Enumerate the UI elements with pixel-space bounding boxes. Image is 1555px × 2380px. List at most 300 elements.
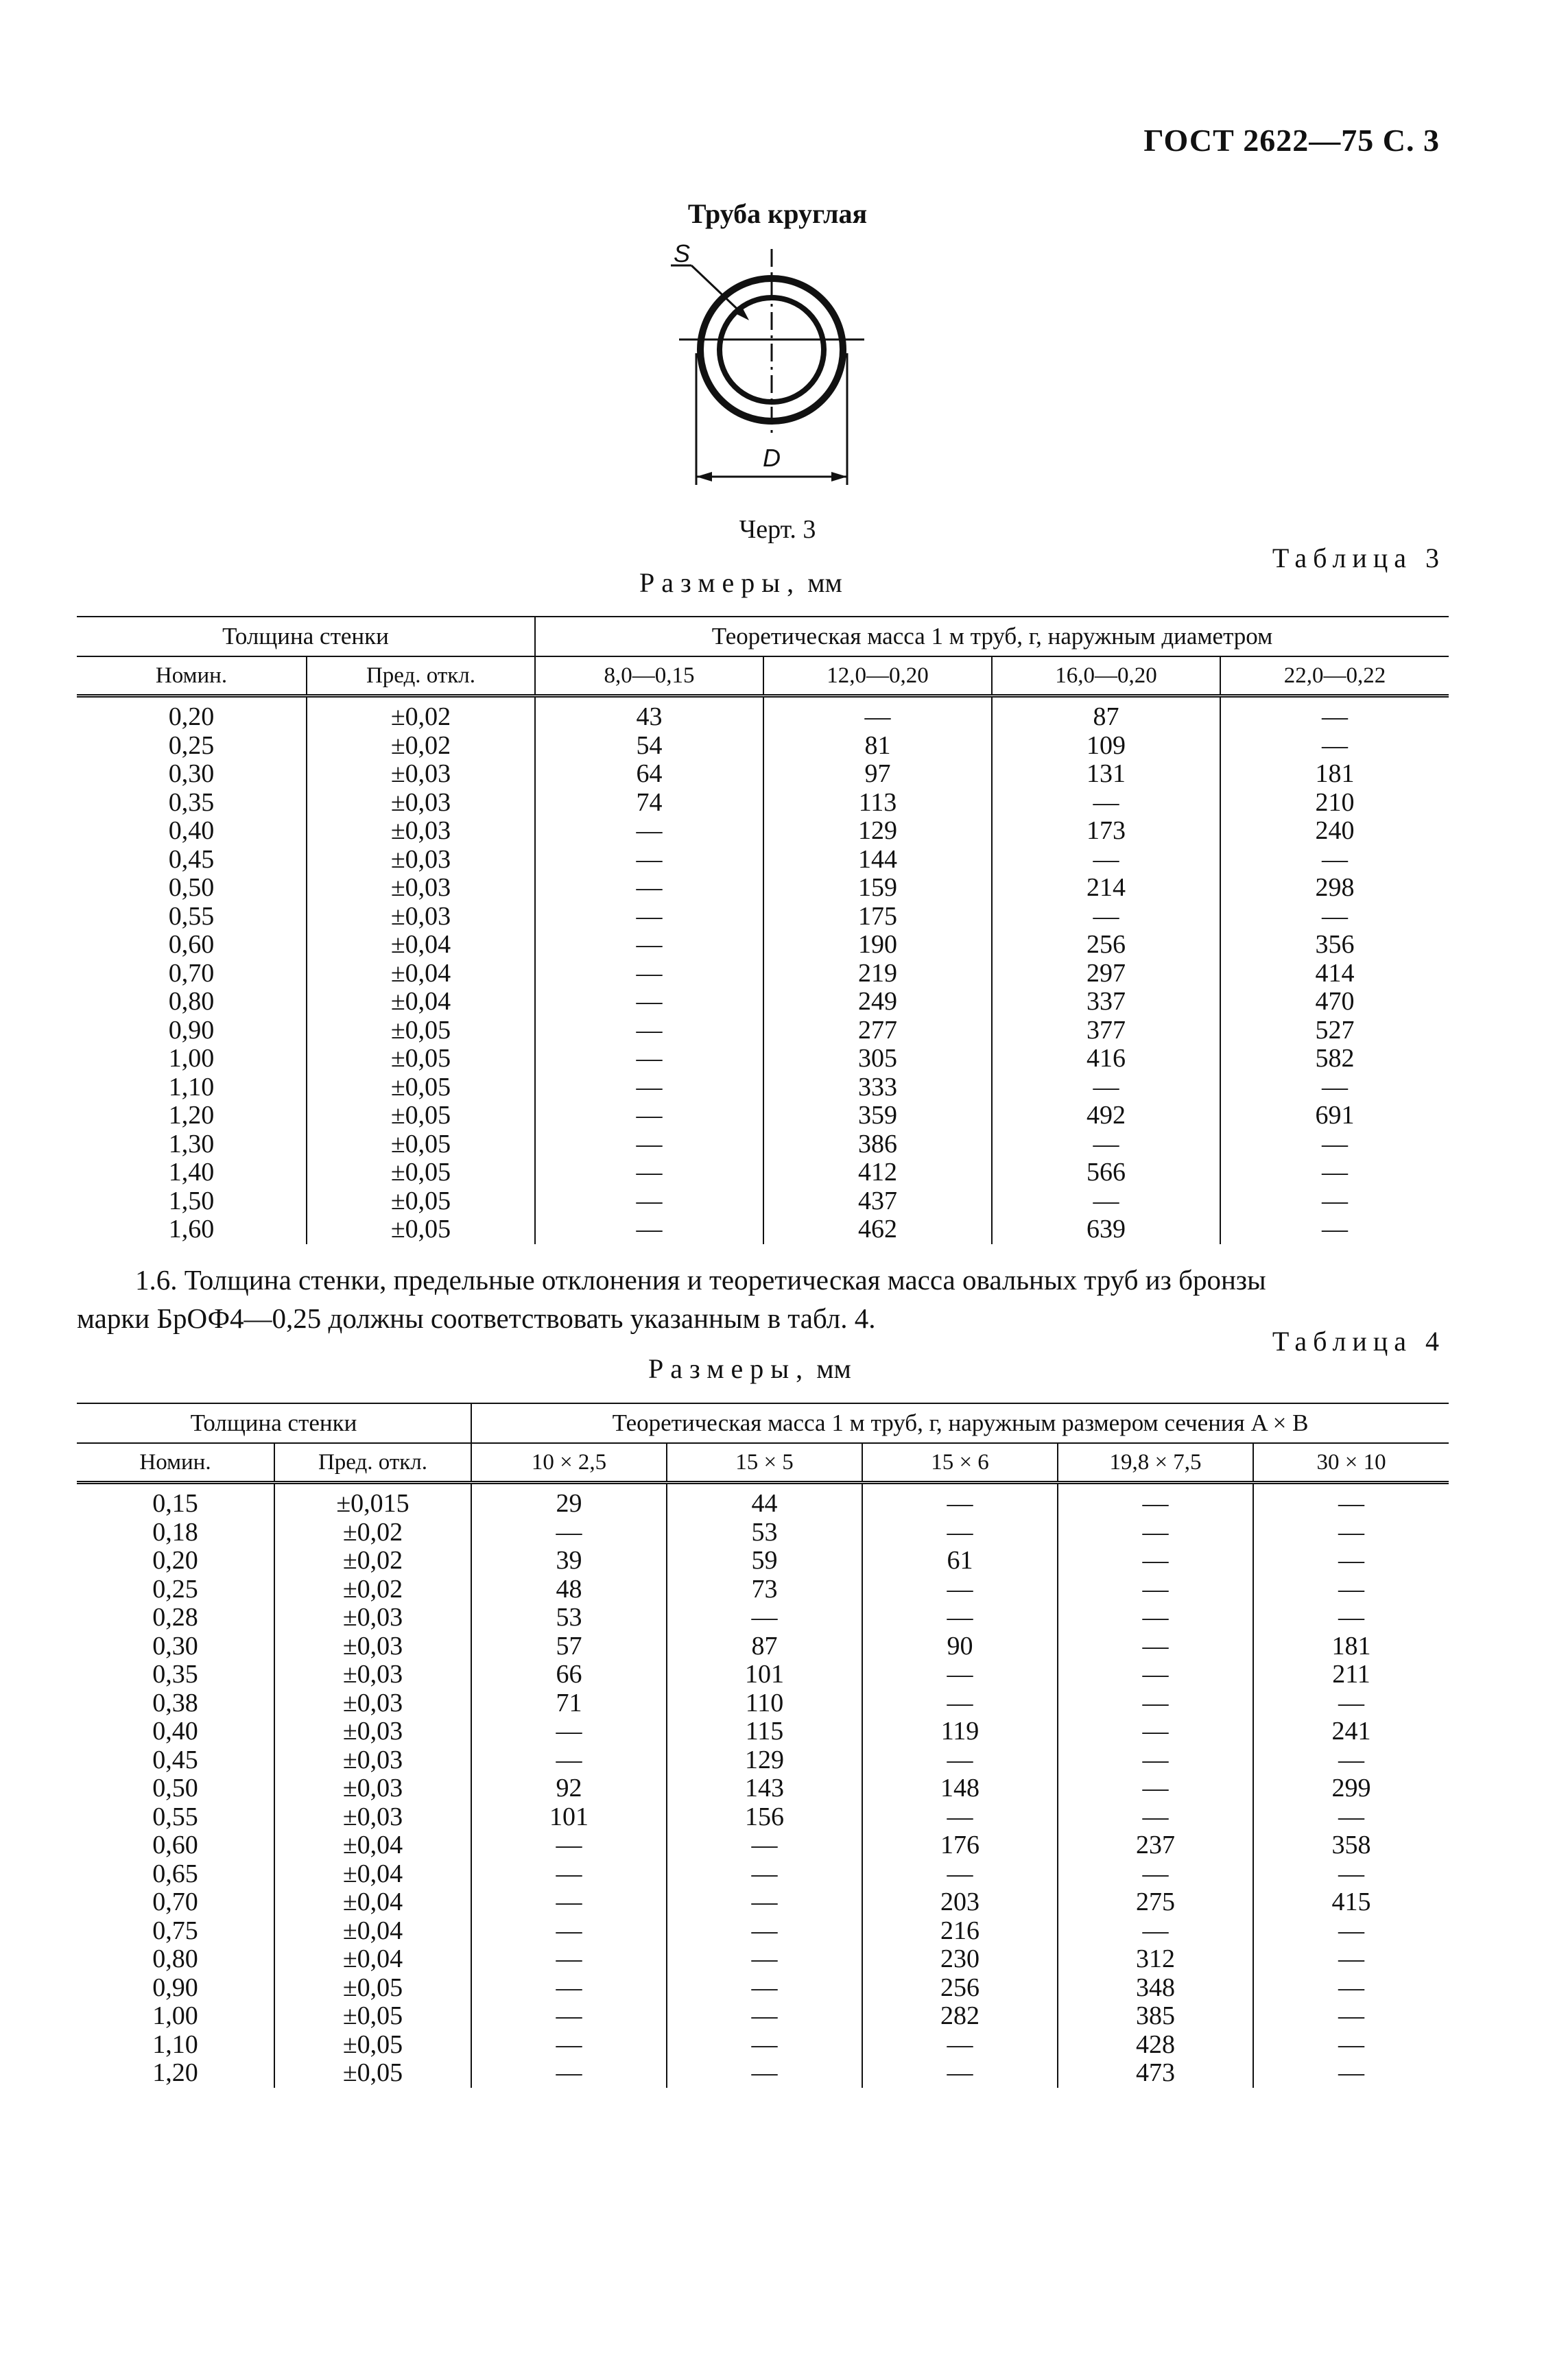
table-cell: 129 <box>763 817 992 846</box>
table-cell: — <box>535 1102 763 1130</box>
table-cell: 1,10 <box>168 1072 215 1102</box>
table-cell: — <box>471 1917 667 1946</box>
table-cell: 566 <box>992 1158 1220 1187</box>
table-row <box>77 2031 1449 2060</box>
table-cell: — <box>471 2059 667 2088</box>
table-cell: 1,00 <box>152 2001 198 2031</box>
table-cell: 240 <box>1220 817 1449 846</box>
table-row <box>77 1102 1449 1130</box>
table-cell: 131 <box>992 760 1220 789</box>
table-cell: — <box>471 1831 667 1860</box>
table-cell: 110 <box>667 1689 862 1718</box>
table4-col-10x2-5: 10 × 2,5 <box>471 1443 667 1483</box>
table-cell: 48 <box>471 1575 667 1604</box>
table-cell: — <box>471 1746 667 1775</box>
table-cell: ±0,05 <box>307 1130 535 1159</box>
table-cell: 0,30 <box>168 759 215 789</box>
table-cell: 74 <box>535 789 763 818</box>
table3-group-right: Теоретическая масса 1 м труб, г, наружным диаметром <box>535 617 1449 656</box>
table-cell: 0,60 <box>152 1831 198 1860</box>
table-cell: — <box>667 1945 862 1974</box>
table-row <box>77 1774 1449 1803</box>
table-cell: 101 <box>471 1803 667 1832</box>
table-cell: 305 <box>763 1045 992 1073</box>
table-cell: ±0,05 <box>274 2031 471 2060</box>
dimension-arrow-right <box>831 472 847 481</box>
table4-col-tolerance: Пред. откл. <box>274 1443 471 1483</box>
table-cell: — <box>1058 1917 1253 1946</box>
table-row <box>77 960 1449 988</box>
table-cell: ±0,04 <box>274 1917 471 1946</box>
table-cell: 54 <box>535 732 763 761</box>
table-cell: 0,90 <box>168 1015 215 1045</box>
table-cell: — <box>1253 2002 1449 2031</box>
table-cell: ±0,02 <box>307 696 535 732</box>
table4-label: Таблица 4 <box>1272 1326 1445 1357</box>
table-cell: ±0,03 <box>307 903 535 931</box>
table-cell: 61 <box>862 1547 1058 1575</box>
table-cell: — <box>1253 1974 1449 2003</box>
table-cell: ±0,03 <box>307 817 535 846</box>
table-cell: — <box>471 2031 667 2060</box>
table3-col-tolerance: Пред. откл. <box>307 656 535 696</box>
table-cell: — <box>1253 2059 1449 2088</box>
table-row <box>77 1483 1449 1519</box>
table-cell: 0,35 <box>152 1660 198 1689</box>
table-cell: 92 <box>471 1774 667 1803</box>
table-cell: ±0,05 <box>307 1073 535 1102</box>
table-cell: ±0,05 <box>307 1158 535 1187</box>
table-row <box>77 988 1449 1016</box>
table-cell: 44 <box>667 1483 862 1519</box>
table-cell: 214 <box>992 874 1220 903</box>
table-cell: — <box>862 2059 1058 2088</box>
label-s: S <box>674 239 691 267</box>
table-cell: ±0,015 <box>274 1483 471 1519</box>
table-cell: 241 <box>1253 1717 1449 1746</box>
table-cell: ±0,04 <box>307 988 535 1016</box>
table-cell: 237 <box>1058 1831 1253 1860</box>
table-cell: — <box>1253 1917 1449 1946</box>
table-cell: 87 <box>667 1632 862 1661</box>
table-cell: 359 <box>763 1102 992 1130</box>
table-cell: 437 <box>763 1187 992 1216</box>
table3-col-d8: 8,0—0,15 <box>535 656 763 696</box>
table-cell: 582 <box>1220 1045 1449 1073</box>
table-cell: — <box>862 1483 1058 1519</box>
table-cell: — <box>535 960 763 988</box>
table-cell: 0,45 <box>152 1745 198 1774</box>
table4 <box>77 1403 1449 2088</box>
table-cell: — <box>992 1130 1220 1159</box>
table-cell: ±0,02 <box>307 732 535 761</box>
table-cell: ±0,05 <box>307 1102 535 1130</box>
table-cell: — <box>1058 1604 1253 1632</box>
table-cell: — <box>1058 1632 1253 1661</box>
table-cell: — <box>1058 1547 1253 1575</box>
table-row <box>77 1717 1449 1746</box>
table-cell: 527 <box>1220 1016 1449 1045</box>
table-cell: 0,15 <box>152 1489 198 1519</box>
table-cell: — <box>667 1917 862 1946</box>
table-cell: ±0,04 <box>307 960 535 988</box>
table-cell: 39 <box>471 1547 667 1575</box>
figure-caption: Черт. 3 <box>739 515 816 544</box>
table4-col-19-8x7-5: 19,8 × 7,5 <box>1058 1443 1253 1483</box>
table-row <box>77 1016 1449 1045</box>
table-cell: 0,65 <box>152 1859 198 1888</box>
table4-units-word: Размеры, <box>648 1353 810 1384</box>
table4-group-right: Теоретическая масса 1 м труб, г, наружным размером сечения A × B <box>471 1403 1449 1443</box>
table-cell: — <box>471 2002 667 2031</box>
table-cell: — <box>471 1860 667 1889</box>
table-cell: ±0,05 <box>274 2059 471 2088</box>
table-cell: 0,35 <box>168 787 215 817</box>
table-cell: — <box>1253 1575 1449 1604</box>
table-cell: 1,00 <box>168 1044 215 1073</box>
table3-units <box>639 567 842 599</box>
table-row <box>77 874 1449 903</box>
table-cell: — <box>471 1945 667 1974</box>
table-row <box>77 1974 1449 2003</box>
table-cell: ±0,05 <box>307 1215 535 1244</box>
table-cell: — <box>535 988 763 1016</box>
table-cell: 59 <box>667 1547 862 1575</box>
table4-col-15x6: 15 × 6 <box>862 1443 1058 1483</box>
table-cell: — <box>1253 1746 1449 1775</box>
table-cell: — <box>471 1974 667 2003</box>
dimension-arrow-left <box>696 472 712 481</box>
table-cell: — <box>862 2031 1058 2060</box>
table-cell: 0,55 <box>168 901 215 931</box>
table-cell: 0,70 <box>168 958 215 988</box>
table-row <box>77 1803 1449 1832</box>
table3-label: Таблица 3 <box>1272 543 1445 573</box>
table-cell: 0,25 <box>168 730 215 760</box>
table-cell: 0,18 <box>152 1517 198 1547</box>
table-cell: ±0,05 <box>274 2002 471 2031</box>
table-row <box>77 846 1449 874</box>
table-cell: ±0,02 <box>274 1547 471 1575</box>
table-cell: 299 <box>1253 1774 1449 1803</box>
table-cell: — <box>471 1717 667 1746</box>
table-cell: 1,60 <box>168 1215 215 1244</box>
table-cell: 90 <box>862 1632 1058 1661</box>
table-cell: 385 <box>1058 2002 1253 2031</box>
table-cell: 29 <box>471 1483 667 1519</box>
table-cell: 0,28 <box>152 1603 198 1632</box>
table-cell: — <box>1058 1803 1253 1832</box>
table-cell: — <box>667 1974 862 2003</box>
table-cell: — <box>1220 1215 1449 1244</box>
table-row <box>77 1689 1449 1718</box>
table-cell: 337 <box>992 988 1220 1016</box>
table-row <box>77 1604 1449 1632</box>
table-cell: — <box>535 1045 763 1073</box>
table-cell: ±0,02 <box>274 1519 471 1547</box>
table3-col-d16: 16,0—0,20 <box>992 656 1220 696</box>
table-cell: — <box>862 1689 1058 1718</box>
table-cell: 414 <box>1220 960 1449 988</box>
table4-body <box>77 1483 1449 2088</box>
table-cell: 428 <box>1058 2031 1253 2060</box>
table-row <box>77 760 1449 789</box>
table-cell: 0,75 <box>152 1916 198 1945</box>
table-cell: 415 <box>1253 1888 1449 1917</box>
label-d: D <box>763 444 781 472</box>
table-cell: 129 <box>667 1746 862 1775</box>
table-cell: — <box>862 1604 1058 1632</box>
table-cell: — <box>862 1575 1058 1604</box>
table-cell: 43 <box>535 696 763 732</box>
table-row <box>77 696 1449 732</box>
table4-units <box>648 1353 851 1385</box>
table-cell: ±0,04 <box>274 1945 471 1974</box>
table-cell: 210 <box>1220 789 1449 818</box>
table-cell: 0,40 <box>152 1717 198 1746</box>
table-cell: — <box>1220 696 1449 732</box>
table-cell: 639 <box>992 1215 1220 1244</box>
table-cell: 87 <box>992 696 1220 732</box>
table-cell: 101 <box>667 1661 862 1689</box>
table-cell: — <box>1058 1519 1253 1547</box>
table-cell: 416 <box>992 1045 1220 1073</box>
table-cell: — <box>1253 1945 1449 1974</box>
table-cell: 0,55 <box>152 1802 198 1831</box>
table-cell: 53 <box>471 1604 667 1632</box>
table4-col-nominal: Номин. <box>77 1443 274 1483</box>
table-cell: 492 <box>992 1102 1220 1130</box>
table-cell: 181 <box>1220 760 1449 789</box>
table-cell: ±0,03 <box>307 846 535 874</box>
table-cell: 190 <box>763 931 992 960</box>
table-row <box>77 1130 1449 1159</box>
table-cell: — <box>1253 1860 1449 1889</box>
table-cell: — <box>1058 1689 1253 1718</box>
table-cell: 0,80 <box>152 1944 198 1974</box>
table3-units-word: Размеры, <box>639 567 801 598</box>
table-cell: — <box>535 1215 763 1244</box>
table4-col-15x5: 15 × 5 <box>667 1443 862 1483</box>
table-cell: ±0,03 <box>307 874 535 903</box>
table-cell: — <box>992 1187 1220 1216</box>
table-row <box>77 1073 1449 1102</box>
table-cell: — <box>535 846 763 874</box>
table-cell: — <box>535 817 763 846</box>
table-cell: ±0,05 <box>307 1016 535 1045</box>
table-row <box>77 1158 1449 1187</box>
table-cell: 0,90 <box>152 1973 198 2002</box>
table-cell: ±0,05 <box>307 1045 535 1073</box>
table-cell: 256 <box>992 931 1220 960</box>
table-cell: 0,60 <box>168 930 215 960</box>
table-cell: ±0,03 <box>274 1632 471 1661</box>
table-cell: 156 <box>667 1803 862 1832</box>
round-tube-drawing <box>658 237 885 497</box>
table4-col-30x10: 30 × 10 <box>1253 1443 1449 1483</box>
table-cell: — <box>535 1187 763 1216</box>
table-cell: 175 <box>763 903 992 931</box>
table-cell: 312 <box>1058 1945 1253 1974</box>
table-cell: 144 <box>763 846 992 874</box>
table-cell: 691 <box>1220 1102 1449 1130</box>
table-row <box>77 2002 1449 2031</box>
table-cell: — <box>992 903 1220 931</box>
table3 <box>77 616 1449 1244</box>
table-cell: ±0,03 <box>274 1717 471 1746</box>
table-row <box>77 1519 1449 1547</box>
table-cell: — <box>763 696 992 732</box>
figure-title: Труба круглая <box>687 198 868 229</box>
paragraph-line-1: 1.6. Толщина стенки, предельные отклонения и теоретическая масса овальных труб из бронзы <box>135 1264 1266 1296</box>
table-row <box>77 817 1449 846</box>
table-cell: — <box>471 1519 667 1547</box>
table-cell: ±0,02 <box>274 1575 471 1604</box>
table-cell: — <box>535 874 763 903</box>
table-cell: — <box>1058 1575 1253 1604</box>
table-cell: — <box>667 1860 862 1889</box>
table-row <box>77 732 1449 761</box>
table-cell: 53 <box>667 1519 862 1547</box>
table-cell: ±0,03 <box>307 789 535 818</box>
table-cell: 203 <box>862 1888 1058 1917</box>
table-cell: — <box>1058 1661 1253 1689</box>
table-cell: — <box>667 1888 862 1917</box>
table-cell: 1,40 <box>168 1158 215 1187</box>
table-cell: 176 <box>862 1831 1058 1860</box>
table-cell: — <box>862 1519 1058 1547</box>
table-cell: 66 <box>471 1661 667 1689</box>
table-cell: ±0,05 <box>274 1974 471 2003</box>
table-cell: — <box>1253 2031 1449 2060</box>
table-cell: — <box>862 1860 1058 1889</box>
table-cell: 0,50 <box>168 873 215 903</box>
table3-body <box>77 696 1449 1244</box>
table-row <box>77 903 1449 931</box>
table-cell: 0,20 <box>168 702 215 732</box>
table-cell: 211 <box>1253 1661 1449 1689</box>
table-cell: 81 <box>763 732 992 761</box>
table-cell: 277 <box>763 1016 992 1045</box>
table3-group-left: Толщина стенки <box>77 617 535 656</box>
table-cell: ±0,03 <box>274 1774 471 1803</box>
table-cell: 348 <box>1058 1974 1253 2003</box>
table-row <box>77 1215 1449 1244</box>
table-cell: — <box>1253 1483 1449 1519</box>
table-cell: — <box>992 846 1220 874</box>
table-cell: — <box>862 1803 1058 1832</box>
table-cell: 358 <box>1253 1831 1449 1860</box>
table-cell: — <box>1058 1774 1253 1803</box>
table-cell: 356 <box>1220 931 1449 960</box>
table-cell: 0,40 <box>168 816 215 846</box>
table-row <box>77 1746 1449 1775</box>
table-cell: 462 <box>763 1215 992 1244</box>
table-cell: 470 <box>1220 988 1449 1016</box>
table-cell: — <box>667 2031 862 2060</box>
table-cell: 386 <box>763 1130 992 1159</box>
table-cell: 256 <box>862 1974 1058 2003</box>
table-row <box>77 2059 1449 2088</box>
table4-group-left: Толщина стенки <box>77 1403 471 1443</box>
table-cell: — <box>862 1661 1058 1689</box>
table-cell: 0,50 <box>152 1774 198 1803</box>
table-cell: — <box>535 1158 763 1187</box>
table-cell: — <box>1253 1803 1449 1832</box>
table-cell: — <box>1220 1130 1449 1159</box>
table-cell: 249 <box>763 988 992 1016</box>
page-header: ГОСТ 2622—75 С. 3 <box>1143 123 1440 158</box>
table-cell: 282 <box>862 2002 1058 2031</box>
table-row <box>77 1547 1449 1575</box>
table-cell: ±0,05 <box>307 1187 535 1216</box>
table-cell: 298 <box>1220 874 1449 903</box>
table-row <box>77 1917 1449 1946</box>
table-cell: ±0,03 <box>274 1604 471 1632</box>
table-cell: ±0,04 <box>274 1888 471 1917</box>
table-cell: 71 <box>471 1689 667 1718</box>
table-cell: — <box>1220 1073 1449 1102</box>
table-cell: — <box>1253 1604 1449 1632</box>
table-cell: 148 <box>862 1774 1058 1803</box>
table-row <box>77 1888 1449 1917</box>
table-cell: — <box>1058 1746 1253 1775</box>
table-cell: — <box>1253 1519 1449 1547</box>
table-cell: 297 <box>992 960 1220 988</box>
table-cell: — <box>535 1130 763 1159</box>
table-cell: 119 <box>862 1717 1058 1746</box>
table-cell: 0,25 <box>152 1574 198 1604</box>
table4-units-unit: мм <box>816 1353 851 1384</box>
table-cell: 0,30 <box>152 1631 198 1661</box>
table-cell: 412 <box>763 1158 992 1187</box>
table-cell: 0,20 <box>152 1546 198 1575</box>
table-cell: ±0,03 <box>307 760 535 789</box>
table-cell: — <box>1058 1860 1253 1889</box>
table-cell: 230 <box>862 1945 1058 1974</box>
table-row <box>77 1187 1449 1216</box>
table3-units-unit: мм <box>807 567 842 598</box>
table-cell: 377 <box>992 1016 1220 1045</box>
table-cell: 173 <box>992 817 1220 846</box>
table-cell: 181 <box>1253 1632 1449 1661</box>
table-cell: 64 <box>535 760 763 789</box>
table-row <box>77 1632 1449 1661</box>
table-cell: — <box>1220 903 1449 931</box>
table-cell: — <box>1058 1483 1253 1519</box>
table-cell: — <box>535 903 763 931</box>
table-cell: — <box>992 789 1220 818</box>
table-cell: 1,30 <box>168 1129 215 1158</box>
table-cell: 1,50 <box>168 1186 215 1215</box>
table-cell: 1,20 <box>168 1101 215 1130</box>
table-cell: 115 <box>667 1717 862 1746</box>
table-cell: 57 <box>471 1632 667 1661</box>
table-cell: ±0,03 <box>274 1689 471 1718</box>
table-cell: 109 <box>992 732 1220 761</box>
table-row <box>77 1860 1449 1889</box>
table-cell: — <box>992 1073 1220 1102</box>
table-row <box>77 789 1449 818</box>
table3-col-d22: 22,0—0,22 <box>1220 656 1449 696</box>
table-cell: — <box>667 2002 862 2031</box>
table-row <box>77 1831 1449 1860</box>
table-row <box>77 1045 1449 1073</box>
table-cell: — <box>471 1888 667 1917</box>
table-cell: 216 <box>862 1917 1058 1946</box>
table3-col-nominal: Номин. <box>77 656 307 696</box>
table-cell: ±0,04 <box>274 1860 471 1889</box>
